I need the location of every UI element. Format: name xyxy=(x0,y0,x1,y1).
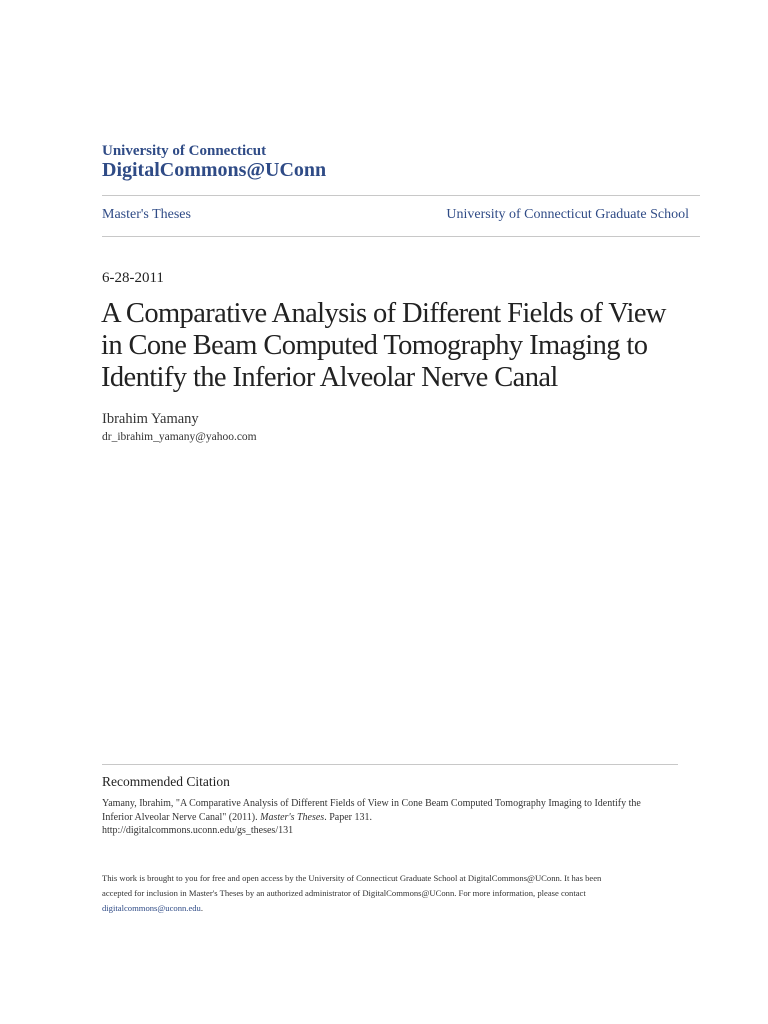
university-name: University of Connecticut xyxy=(102,143,267,159)
notice-line-1: This work is brought to you for free and open access by the University of Connecticut Graduate School at DigitalCommons@UConn. It has been xyxy=(102,873,602,883)
citation-line-2-prefix: Inferior Alveolar Nerve Canal" (2011). xyxy=(102,811,261,823)
title-line: Identify the Inferior Alveolar Nerve Canal xyxy=(101,362,558,393)
citation-line-1: Yamany, Ibrahim, "A Comparative Analysis of Different Fields of View in Cone Beam Computed Tomography Imaging to Identify the xyxy=(102,798,641,809)
author-email: dr_ibrahim_yamany@yahoo.com xyxy=(102,431,257,443)
citation-line-2 xyxy=(102,811,677,825)
masters-theses-link[interactable]: Master's Theses xyxy=(102,207,191,222)
citation-series: Master's Theses xyxy=(260,811,325,823)
graduate-school-link[interactable]: University of Connecticut Graduate School xyxy=(446,207,689,222)
header-divider-bottom xyxy=(102,236,700,237)
citation-url: http://digitalcommons.uconn.edu/gs_theses/131 xyxy=(102,825,294,836)
contact-suffix: . xyxy=(200,903,204,913)
open-access-notice xyxy=(102,871,682,916)
citation-text xyxy=(102,797,677,838)
contact-email-link[interactable]: digitalcommons@uconn.edu xyxy=(102,903,201,913)
thesis-title xyxy=(101,298,701,394)
citation-divider xyxy=(102,764,678,765)
header-divider-top xyxy=(102,195,700,196)
title-line: in Cone Beam Computed Tomography Imaging to xyxy=(101,330,648,361)
publication-date: 6-28-2011 xyxy=(102,270,164,286)
author-name: Ibrahim Yamany xyxy=(102,411,199,427)
recommended-citation-heading: Recommended Citation xyxy=(102,774,230,789)
notice-line-2: accepted for inclusion in Master's Theses by an authorized administrator of DigitalCommons@UConn. For more information, please contact xyxy=(102,888,586,898)
citation-line-2-suffix: . Paper 131. xyxy=(324,811,372,823)
title-line: A Comparative Analysis of Different Fields of View xyxy=(101,298,666,329)
notice-line-3 xyxy=(102,901,682,916)
repository-link[interactable]: DigitalCommons@UConn xyxy=(102,159,327,181)
